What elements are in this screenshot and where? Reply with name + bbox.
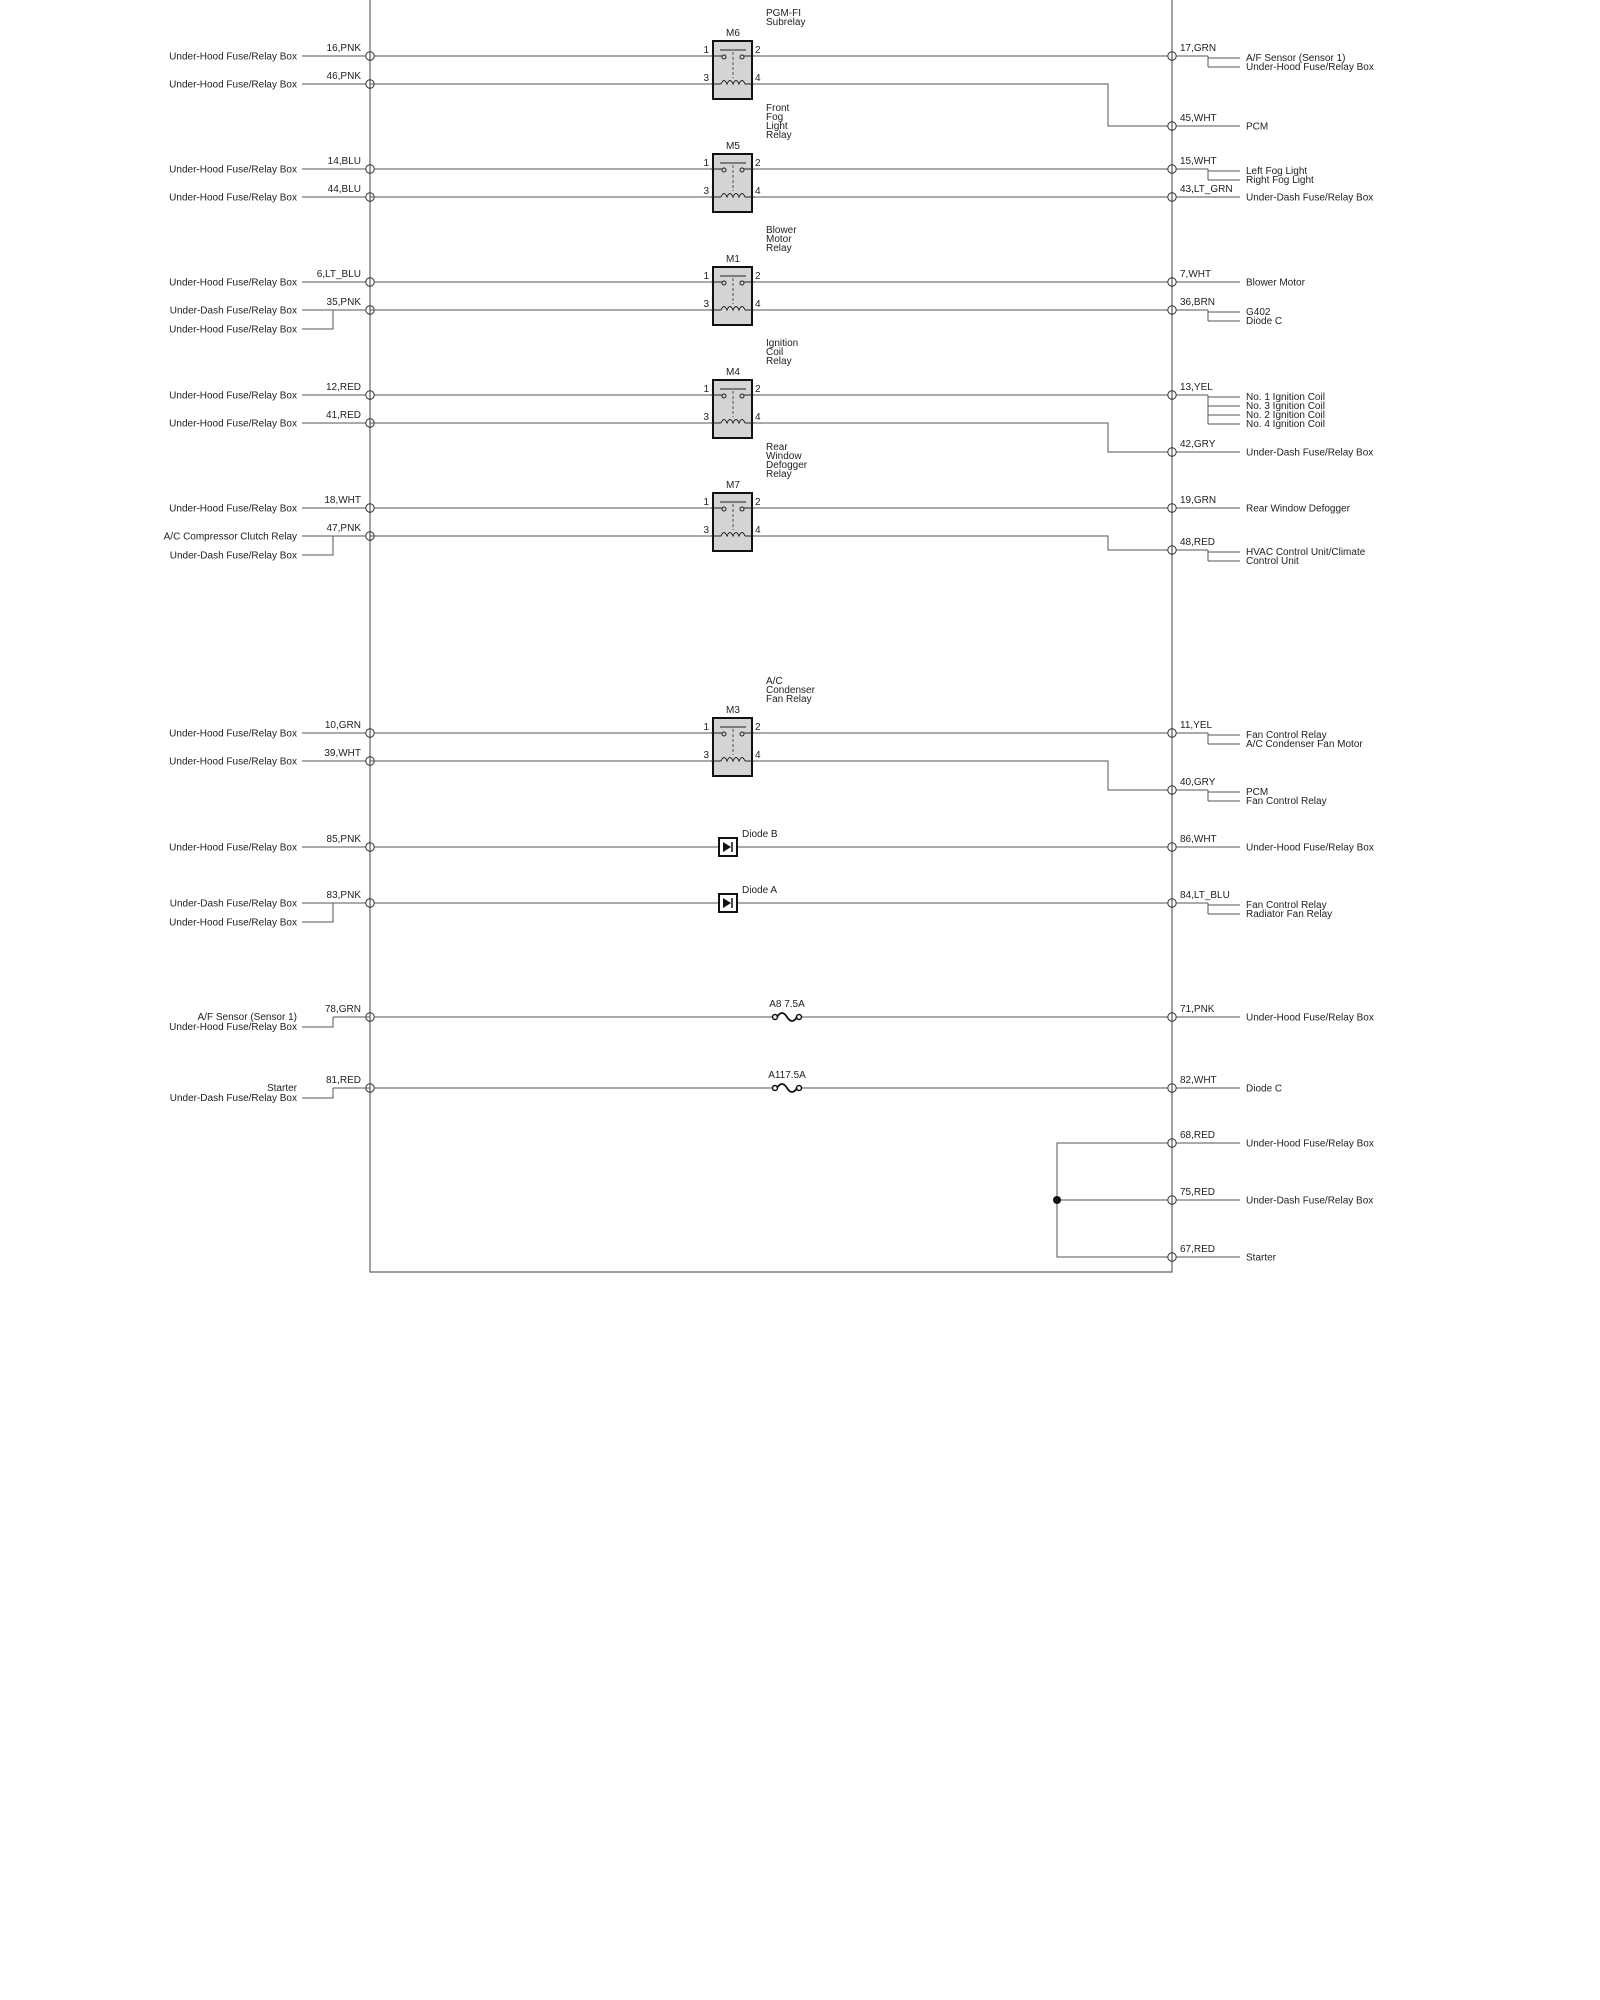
connector-terminal	[1168, 1195, 1176, 1205]
connector-terminal	[1168, 728, 1176, 738]
left-destination-label: Under-Hood Fuse/Relay Box	[169, 1022, 297, 1033]
relay-pin-number: 4	[755, 299, 761, 310]
right-pin-label: 45,WHT	[1180, 113, 1217, 124]
right-destination-label: A/C Condenser Fan Motor	[1246, 739, 1363, 750]
diode-symbol	[719, 894, 737, 912]
left-pin-label: 16,PNK	[326, 43, 361, 54]
relay-pin-number: 1	[703, 271, 709, 282]
relay-description: Front	[766, 103, 790, 114]
connector-terminal	[366, 51, 374, 61]
right-destination-label: Fan Control Relay	[1246, 900, 1327, 911]
relay-description: Condenser	[766, 685, 815, 696]
left-destination-label: Under-Hood Fuse/Relay Box	[169, 418, 297, 430]
right-pin-label: 43,LT_GRN	[1180, 184, 1233, 195]
right-destination-label: Under-Hood Fuse/Relay Box	[1246, 1012, 1374, 1024]
relay-pin-number: 3	[703, 525, 709, 536]
right-pin-label: 48,RED	[1180, 537, 1216, 548]
left-destination-label: Under-Hood Fuse/Relay Box	[169, 164, 297, 176]
left-pin-label: 47,PNK	[326, 523, 361, 534]
right-pin-label: 19,GRN	[1180, 495, 1217, 506]
relay-description: Ignition	[766, 338, 799, 349]
right-destination-label: Under-Dash Fuse/Relay Box	[1246, 1195, 1374, 1207]
right-destination-label: No. 1 Ignition Coil	[1246, 392, 1325, 403]
right-destination-label: Under-Dash Fuse/Relay Box	[1246, 192, 1374, 204]
relay-description: Light	[766, 121, 788, 132]
left-pin-label: 46,PNK	[326, 71, 361, 82]
right-destination-label: Diode C	[1246, 1083, 1283, 1095]
relay-id: M3	[726, 705, 740, 716]
relay-pin-number: 2	[755, 384, 761, 395]
left-pin-label: 83,PNK	[326, 890, 361, 901]
left-destination-label: Under-Hood Fuse/Relay Box	[169, 324, 297, 336]
relay-pin-number: 4	[755, 186, 761, 197]
right-destination-label: Starter	[1246, 1252, 1277, 1264]
left-destination-label: Under-Hood Fuse/Relay Box	[169, 917, 297, 929]
relay-symbol	[711, 718, 754, 776]
right-destination-label: Fan Control Relay	[1246, 730, 1327, 741]
relay-description: A/C	[766, 676, 783, 687]
connector-terminal	[1168, 842, 1176, 852]
left-pin-label: 39,WHT	[324, 748, 361, 759]
connector-terminal	[366, 277, 374, 287]
relay-symbol	[711, 493, 754, 551]
relay-pin-number: 1	[703, 158, 709, 169]
connector-terminal	[1168, 164, 1176, 174]
relay-description: Relay	[766, 130, 792, 141]
right-pin-label: 36,BRN	[1180, 297, 1216, 308]
right-pin-label: 71,PNK	[1180, 1004, 1215, 1015]
relay-pin-number: 4	[755, 750, 761, 761]
relay-pin-number: 1	[703, 384, 709, 395]
left-pin-label: 35,PNK	[326, 297, 361, 308]
relay-pin-number: 2	[755, 497, 761, 508]
relay-description: Motor	[766, 234, 792, 245]
left-pin-label: 41,RED	[325, 410, 361, 421]
relay-symbol	[711, 267, 754, 325]
relay-pin-number: 3	[703, 299, 709, 310]
relay-id: M7	[726, 480, 740, 491]
right-destination-label: PCM	[1246, 787, 1269, 798]
right-destination-label: Under-Dash Fuse/Relay Box	[1246, 447, 1374, 459]
left-destination-label: Under-Hood Fuse/Relay Box	[169, 728, 297, 740]
connector-terminal	[366, 503, 374, 513]
relay-description: Relay	[766, 243, 792, 254]
left-destination-label: Starter	[266, 1083, 297, 1094]
relay-description: Coil	[766, 347, 784, 358]
diode-symbol	[719, 838, 737, 856]
right-destination-label: Rear Window Defogger	[1246, 503, 1350, 515]
relay-description: Rear	[766, 442, 788, 453]
left-pin-label: 10,GRN	[324, 720, 361, 731]
connector-terminal	[366, 164, 374, 174]
relay-description: Blower	[766, 225, 797, 236]
connector-terminal	[1168, 503, 1176, 513]
connector-terminal	[366, 390, 374, 400]
left-destination-label: Under-Hood Fuse/Relay Box	[169, 79, 297, 91]
left-destination-label: Under-Hood Fuse/Relay Box	[169, 277, 297, 289]
right-pin-label: 13,YEL	[1180, 382, 1213, 393]
right-destination-label: PCM	[1246, 121, 1269, 133]
relay-description: Defogger	[766, 460, 808, 471]
connector-terminal	[1168, 785, 1176, 795]
left-destination-label: A/F Sensor (Sensor 1)	[197, 1012, 297, 1023]
relay-pin-number: 2	[755, 722, 761, 733]
right-destination-label: Radiator Fan Relay	[1246, 909, 1333, 920]
right-destination-label: A/F Sensor (Sensor 1)	[1246, 53, 1346, 64]
relay-pin-number: 4	[755, 412, 761, 423]
relay-description: Window	[766, 451, 802, 462]
right-destination-label: No. 3 Ignition Coil	[1246, 401, 1325, 412]
relay-id: M6	[726, 28, 740, 39]
relay-pin-number: 1	[703, 497, 709, 508]
relay-pin-number: 3	[703, 412, 709, 423]
relay-pin-number: 4	[755, 525, 761, 536]
left-destination-label: Under-Hood Fuse/Relay Box	[169, 842, 297, 854]
right-pin-label: 86,WHT	[1180, 834, 1217, 845]
relay-description: Fan Relay	[766, 694, 812, 705]
left-destination-label: Under-Hood Fuse/Relay Box	[169, 390, 297, 402]
connector-terminal	[1168, 898, 1176, 908]
relay-symbol	[711, 41, 754, 99]
left-pin-label: 6,LT_BLU	[316, 269, 361, 280]
left-pin-label: 14,BLU	[327, 156, 361, 167]
right-destination-label: Under-Hood Fuse/Relay Box	[1246, 842, 1374, 854]
left-pin-label: 78,GRN	[324, 1004, 361, 1015]
left-destination-label: Under-Hood Fuse/Relay Box	[169, 51, 297, 63]
left-destination-label: Under-Hood Fuse/Relay Box	[169, 192, 297, 204]
relay-pin-number: 1	[703, 722, 709, 733]
relay-pin-number: 3	[703, 186, 709, 197]
right-destination-label: No. 4 Ignition Coil	[1246, 419, 1325, 430]
relay-description: Fog	[766, 112, 784, 123]
relay-description: PGM-FI	[766, 8, 801, 19]
left-pin-label: 81,RED	[325, 1075, 361, 1086]
relay-pin-number: 2	[755, 158, 761, 169]
right-pin-label: 17,GRN	[1180, 43, 1217, 54]
relay-symbol	[711, 154, 754, 212]
relay-id: M1	[726, 254, 740, 265]
connector-terminal	[1168, 390, 1176, 400]
right-destination-label: G402	[1246, 307, 1271, 318]
connector-terminal	[366, 842, 374, 852]
relay-id: M5	[726, 141, 740, 152]
left-pin-label: 18,WHT	[324, 495, 361, 506]
right-destination-label: Blower Motor	[1246, 277, 1305, 289]
connector-terminal	[1168, 1083, 1176, 1093]
relay-pin-number: 1	[703, 45, 709, 56]
connector-terminal	[1168, 121, 1176, 131]
left-destination-label: Under-Hood Fuse/Relay Box	[169, 756, 297, 768]
right-pin-label: 84,LT_BLU	[1180, 890, 1230, 901]
left-destination-label: Under-Dash Fuse/Relay Box	[169, 1093, 297, 1104]
connector-terminal	[1168, 1252, 1176, 1262]
relay-description: Subrelay	[766, 17, 806, 28]
right-pin-label: 40,GRY	[1180, 777, 1216, 788]
fuse-label: A117.5A	[768, 1070, 806, 1081]
connector-terminal	[1168, 545, 1176, 555]
relay-pin-number: 2	[755, 45, 761, 56]
right-pin-label: 7,WHT	[1180, 269, 1212, 280]
splice-point	[1053, 1196, 1061, 1204]
left-destination-label: A/C Compressor Clutch Relay	[163, 531, 297, 543]
connector-terminal	[1168, 1138, 1176, 1148]
right-destination-label: HVAC Control Unit/Climate	[1246, 547, 1366, 558]
connector-terminal	[1168, 51, 1176, 61]
connector-terminal	[1168, 305, 1176, 315]
left-destination-label: Under-Dash Fuse/Relay Box	[169, 550, 297, 562]
right-pin-label: 11,YEL	[1180, 720, 1213, 731]
diode-label: Diode A	[742, 885, 778, 896]
relay-pin-number: 3	[703, 750, 709, 761]
left-pin-label: 12,RED	[325, 382, 361, 393]
right-destination-label: Diode C	[1246, 316, 1283, 327]
right-pin-label: 15,WHT	[1180, 156, 1217, 167]
left-pin-label: 44,BLU	[327, 184, 361, 195]
right-destination-label: Right Fog Light	[1246, 175, 1314, 186]
right-pin-label: 67,RED	[1180, 1244, 1216, 1255]
right-destination-label: Fan Control Relay	[1246, 796, 1327, 807]
fuse-label: A8 7.5A	[769, 999, 805, 1010]
left-destination-label: Under-Dash Fuse/Relay Box	[169, 898, 297, 910]
connector-terminal	[366, 728, 374, 738]
relay-id: M4	[726, 367, 740, 378]
right-pin-label: 42,GRY	[1180, 439, 1216, 450]
connector-terminal	[1168, 192, 1176, 202]
left-destination-label: Under-Dash Fuse/Relay Box	[169, 305, 297, 317]
left-pin-label: 85,PNK	[326, 834, 361, 845]
right-destination-label: Under-Hood Fuse/Relay Box	[1246, 1138, 1374, 1150]
connector-terminal	[1168, 447, 1176, 457]
relay-pin-number: 2	[755, 271, 761, 282]
relay-description: Relay	[766, 356, 792, 367]
connector-terminal	[366, 898, 374, 908]
connector-terminal	[1168, 1012, 1176, 1022]
right-destination-label: Under-Hood Fuse/Relay Box	[1246, 62, 1374, 73]
relay-pin-number: 4	[755, 73, 761, 84]
right-destination-label: No. 2 Ignition Coil	[1246, 410, 1325, 421]
right-pin-label: 68,RED	[1180, 1130, 1216, 1141]
relay-description: Relay	[766, 469, 792, 480]
connector-terminal	[1168, 277, 1176, 287]
relay-pin-number: 3	[703, 73, 709, 84]
diode-label: Diode B	[742, 829, 778, 840]
right-pin-label: 82,WHT	[1180, 1075, 1217, 1086]
right-pin-label: 75,RED	[1180, 1187, 1216, 1198]
relay-symbol	[711, 380, 754, 438]
right-destination-label: Left Fog Light	[1246, 166, 1308, 177]
left-destination-label: Under-Hood Fuse/Relay Box	[169, 503, 297, 515]
right-destination-label: Control Unit	[1246, 556, 1299, 567]
